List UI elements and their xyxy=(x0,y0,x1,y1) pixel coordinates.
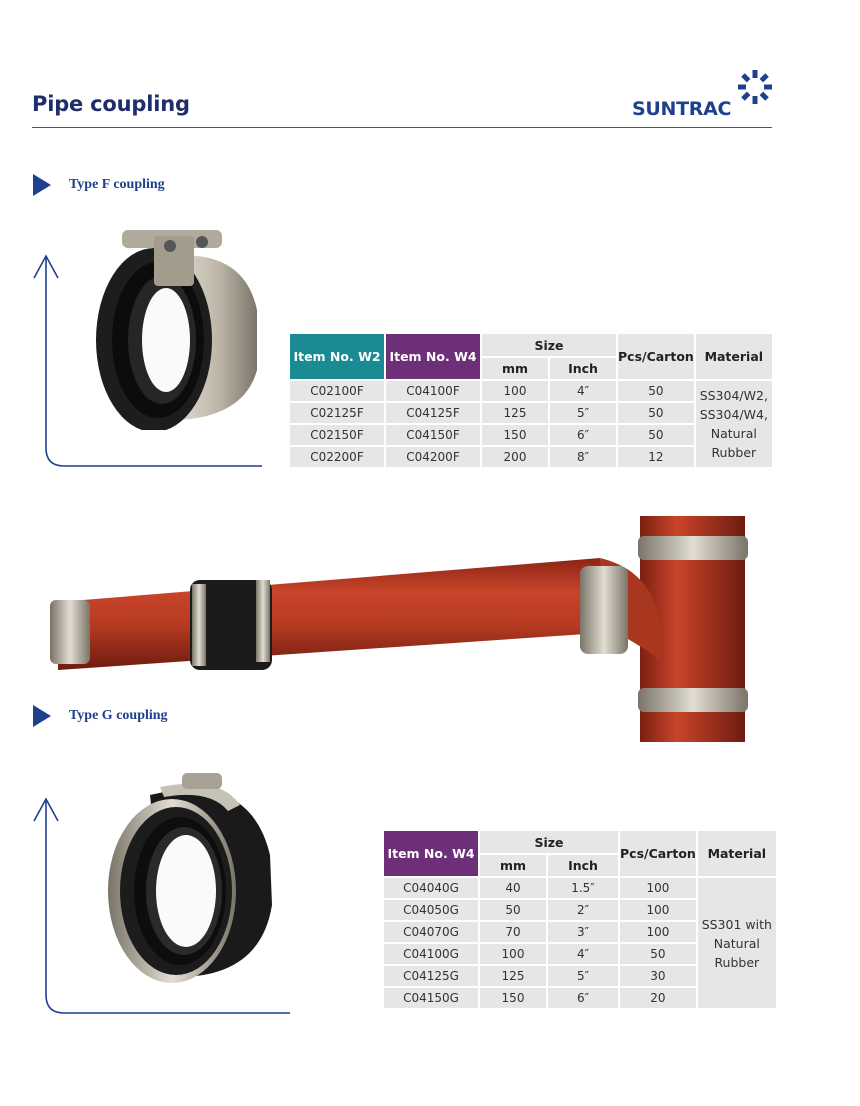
cell-mm: 125 xyxy=(482,403,548,423)
cell-w2: C02150F xyxy=(290,425,384,445)
col-size: Size xyxy=(482,334,616,356)
cell-mm: 40 xyxy=(480,878,546,898)
material-line: Natural xyxy=(713,935,760,951)
cell-inch: 6″ xyxy=(548,988,618,1008)
cell-mm: 100 xyxy=(482,381,548,401)
col-material: Material xyxy=(696,334,772,379)
material-line: Natural xyxy=(710,426,757,441)
type-g-heading xyxy=(33,705,168,727)
cell-material xyxy=(696,381,772,467)
cell-mm: 50 xyxy=(480,900,546,920)
bullet-triangle-icon xyxy=(33,705,51,727)
cell-pcs: 100 xyxy=(620,922,696,942)
material-line: SS304/W4, xyxy=(699,407,768,422)
type-f-label: Type F coupling xyxy=(69,177,165,192)
type-g-table xyxy=(382,829,778,1010)
col-item-w4: Item No. W4 xyxy=(384,831,478,876)
cell-pcs: 20 xyxy=(620,988,696,1008)
cell-w4: C04200F xyxy=(386,447,480,467)
cell-pcs: 30 xyxy=(620,966,696,986)
table-row xyxy=(384,878,776,898)
cell-inch: 6″ xyxy=(550,425,616,445)
cell-pcs: 50 xyxy=(618,403,694,423)
cell-inch: 4″ xyxy=(550,381,616,401)
header-divider xyxy=(32,127,772,128)
col-size: Size xyxy=(480,831,618,853)
cell-material xyxy=(698,878,776,1008)
cell-w2: C02100F xyxy=(290,381,384,401)
cell-w4: C04100F xyxy=(386,381,480,401)
suntrac-logo xyxy=(632,68,774,120)
col-item-w4: Item No. W4 xyxy=(386,334,480,379)
cell-w4: C04150G xyxy=(384,988,478,1008)
col-item-w2: Item No. W2 xyxy=(290,334,384,379)
material-line: Rubber xyxy=(711,445,757,460)
cell-mm: 125 xyxy=(480,966,546,986)
cell-inch: 5″ xyxy=(548,966,618,986)
type-f-heading xyxy=(33,174,165,196)
type-g-label: Type G coupling xyxy=(69,708,168,723)
cell-pcs: 50 xyxy=(618,381,694,401)
col-mm: mm xyxy=(480,855,546,876)
cell-pcs: 100 xyxy=(620,900,696,920)
cell-w4: C04125G xyxy=(384,966,478,986)
material-line: SS301 with xyxy=(701,916,772,932)
cell-inch: 1.5″ xyxy=(548,878,618,898)
cell-mm: 200 xyxy=(482,447,548,467)
cell-inch: 3″ xyxy=(548,922,618,942)
page-title: Pipe coupling xyxy=(32,92,190,116)
cell-w4: C04050G xyxy=(384,900,478,920)
table-row xyxy=(290,381,772,401)
material-line: Rubber xyxy=(714,954,760,970)
col-mm: mm xyxy=(482,358,548,379)
material-line: SS304/W2, xyxy=(699,388,768,403)
cell-pcs: 100 xyxy=(620,878,696,898)
cell-w4: C04070G xyxy=(384,922,478,942)
cell-w2: C02125F xyxy=(290,403,384,423)
type-f-coupling-image xyxy=(92,220,267,430)
col-inch: Inch xyxy=(550,358,616,379)
cell-w4: C04040G xyxy=(384,878,478,898)
cell-pcs: 50 xyxy=(620,944,696,964)
type-g-coupling-image xyxy=(100,765,280,990)
logo-mark-icon xyxy=(736,68,774,106)
type-f-table xyxy=(288,332,774,469)
col-pcs-carton: Pcs/Carton xyxy=(620,831,696,876)
col-material: Material xyxy=(698,831,776,876)
col-pcs-carton: Pcs/Carton xyxy=(618,334,694,379)
cell-mm: 100 xyxy=(480,944,546,964)
cell-mm: 150 xyxy=(482,425,548,445)
cell-pcs: 12 xyxy=(618,447,694,467)
cell-inch: 5″ xyxy=(550,403,616,423)
cell-pcs: 50 xyxy=(618,425,694,445)
bullet-triangle-icon xyxy=(33,174,51,196)
cell-w2: C02200F xyxy=(290,447,384,467)
cell-w4: C04100G xyxy=(384,944,478,964)
cell-w4: C04125F xyxy=(386,403,480,423)
cell-w4: C04150F xyxy=(386,425,480,445)
cell-mm: 150 xyxy=(480,988,546,1008)
cell-inch: 2″ xyxy=(548,900,618,920)
cell-inch: 4″ xyxy=(548,944,618,964)
logo-text: SUNTRAC xyxy=(632,98,732,120)
col-inch: Inch xyxy=(548,855,618,876)
cell-inch: 8″ xyxy=(550,447,616,467)
cell-mm: 70 xyxy=(480,922,546,942)
